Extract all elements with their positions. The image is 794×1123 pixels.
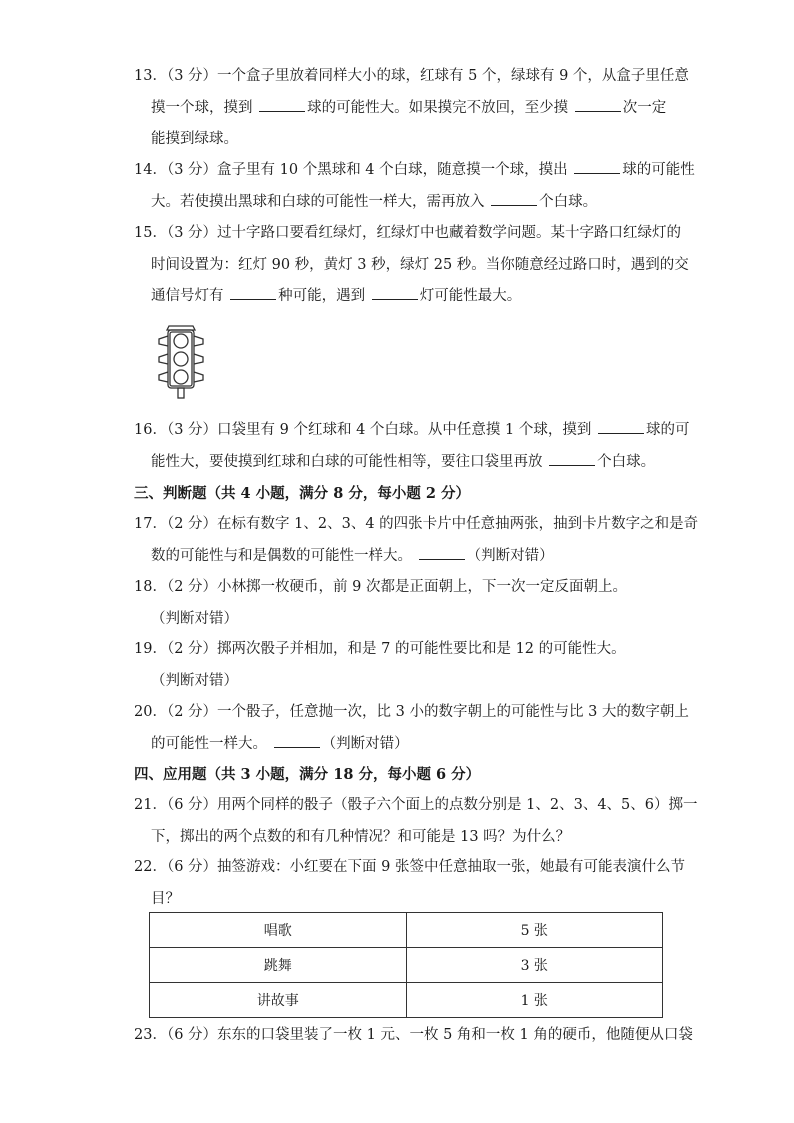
q19-line2: （判断对错） <box>151 672 238 689</box>
q13-line3: 能摸到绿球。 <box>151 131 238 147</box>
section-heading-judgment: 三、判断题（共 4 小题，满分 8 分，每小题 2 分） <box>134 485 471 502</box>
q17-line2: 数的可能性与和是偶数的可能性一样大。 （判断对错） <box>134 541 664 573</box>
table-cell: 5 张 <box>406 913 663 948</box>
question-21 <box>134 790 698 853</box>
q21-line1: 21．（6 分）用两个同样的骰子（骰子六个面上的点数分别是 1、2、3、4、5、6）掷一 <box>134 797 698 813</box>
table-cell: 跳舞 <box>150 948 407 983</box>
section-heading-application: 四、应用题（共 3 小题，满分 18 分，每小题 6 分） <box>134 766 481 783</box>
answer-blank[interactable] <box>372 285 418 300</box>
q17-line1: 17．（2 分）在标有数字 1、2、3、4 的四张卡片中任意抽两张，抽到卡片数字之和是奇 <box>134 516 699 532</box>
question-15 <box>134 218 689 313</box>
q23-line1: 23．（6 分）东东的口袋里装了一枚 1 元、一枚 5 角和一枚 1 角的硬币，他随便从口袋 <box>134 1027 693 1043</box>
q20-line2: 的可能性一样大。 （判断对错） <box>134 729 664 761</box>
q13-line2: 摸一个球，摸到 球的可能性大。如果摸完不放回，至少摸 次一定 <box>134 93 664 125</box>
answer-blank[interactable] <box>575 97 621 112</box>
table-cell: 唱歌 <box>150 913 407 948</box>
question-20 <box>134 697 689 760</box>
q14-line1: 14．（3 分）盒子里有 10 个黑球和 4 个白球，随意摸一个球，摸出 球的可能性 <box>134 155 664 187</box>
question-16 <box>134 415 690 478</box>
q22-line1: 22．（6 分）抽签游戏：小红要在下面 9 张签中任意抽取一张，她最有可能表演什么节 <box>134 859 685 875</box>
table-row <box>150 948 663 983</box>
q16-line1: 16．（3 分）口袋里有 9 个红球和 4 个白球。从中任意摸 1 个球，摸到 球的可 <box>134 415 664 447</box>
q19-line1: 19．（2 分）掷两次骰子并相加，和是 7 的可能性要比和是 12 的可能性大。 <box>134 641 626 657</box>
q15-line2: 时间设置为：红灯 90 秒，黄灯 3 秒，绿灯 25 秒。当你随意经过路口时，遇到的交 <box>151 256 689 273</box>
table-cell: 3 张 <box>406 948 663 983</box>
q13-line1: 13．（3 分）一个盒子里放着同样大小的球，红球有 5 个，绿球有 9 个，从盒子里任意 <box>134 68 689 84</box>
q15-line3: 通信号灯有 种可能，遇到 灯可能性最大。 <box>134 281 664 313</box>
q22-line2: 目？ <box>151 890 180 907</box>
q16-line2: 能性大，要使摸到红球和白球的可能性相等，要往口袋里再放 个白球。 <box>134 447 664 479</box>
question-13 <box>134 61 689 156</box>
question-14 <box>134 155 695 218</box>
question-23 <box>134 1020 693 1052</box>
answer-blank[interactable] <box>598 419 644 434</box>
answer-blank[interactable] <box>419 545 465 560</box>
answer-blank[interactable] <box>274 733 320 748</box>
table-cell: 讲故事 <box>150 983 407 1018</box>
question-22 <box>134 852 685 915</box>
question-18 <box>134 572 664 635</box>
q14-line2: 大。若使摸出黑球和白球的可能性一样大，需再放入 个白球。 <box>134 187 664 219</box>
answer-blank[interactable] <box>574 159 620 174</box>
question-19 <box>134 634 664 697</box>
traffic-light-icon <box>155 322 207 402</box>
answer-blank[interactable] <box>491 191 537 206</box>
lottery-table <box>149 912 663 1018</box>
q15-line1: 15．（3 分）过十字路口要看红绿灯，红绿灯中也藏着数学问题。某十字路口红绿灯的 <box>134 225 682 241</box>
q18-line2: （判断对错） <box>151 610 238 627</box>
answer-blank[interactable] <box>259 97 305 112</box>
table-row <box>150 913 663 948</box>
q21-line2: 下，掷出的两个点数的和有几种情况？和可能是 13 吗？为什么？ <box>151 828 571 845</box>
answer-blank[interactable] <box>549 451 595 466</box>
answer-blank[interactable] <box>230 285 276 300</box>
table-row <box>150 983 663 1018</box>
question-17 <box>134 509 699 572</box>
q20-line1: 20．（2 分）一个骰子，任意抛一次，比 3 小的数字朝上的可能性与比 3 大的数字朝上 <box>134 704 689 720</box>
table-cell: 1 张 <box>406 983 663 1018</box>
q18-line1: 18．（2 分）小林掷一枚硬币，前 9 次都是正面朝上，下一次一定反面朝上。 <box>134 579 627 595</box>
